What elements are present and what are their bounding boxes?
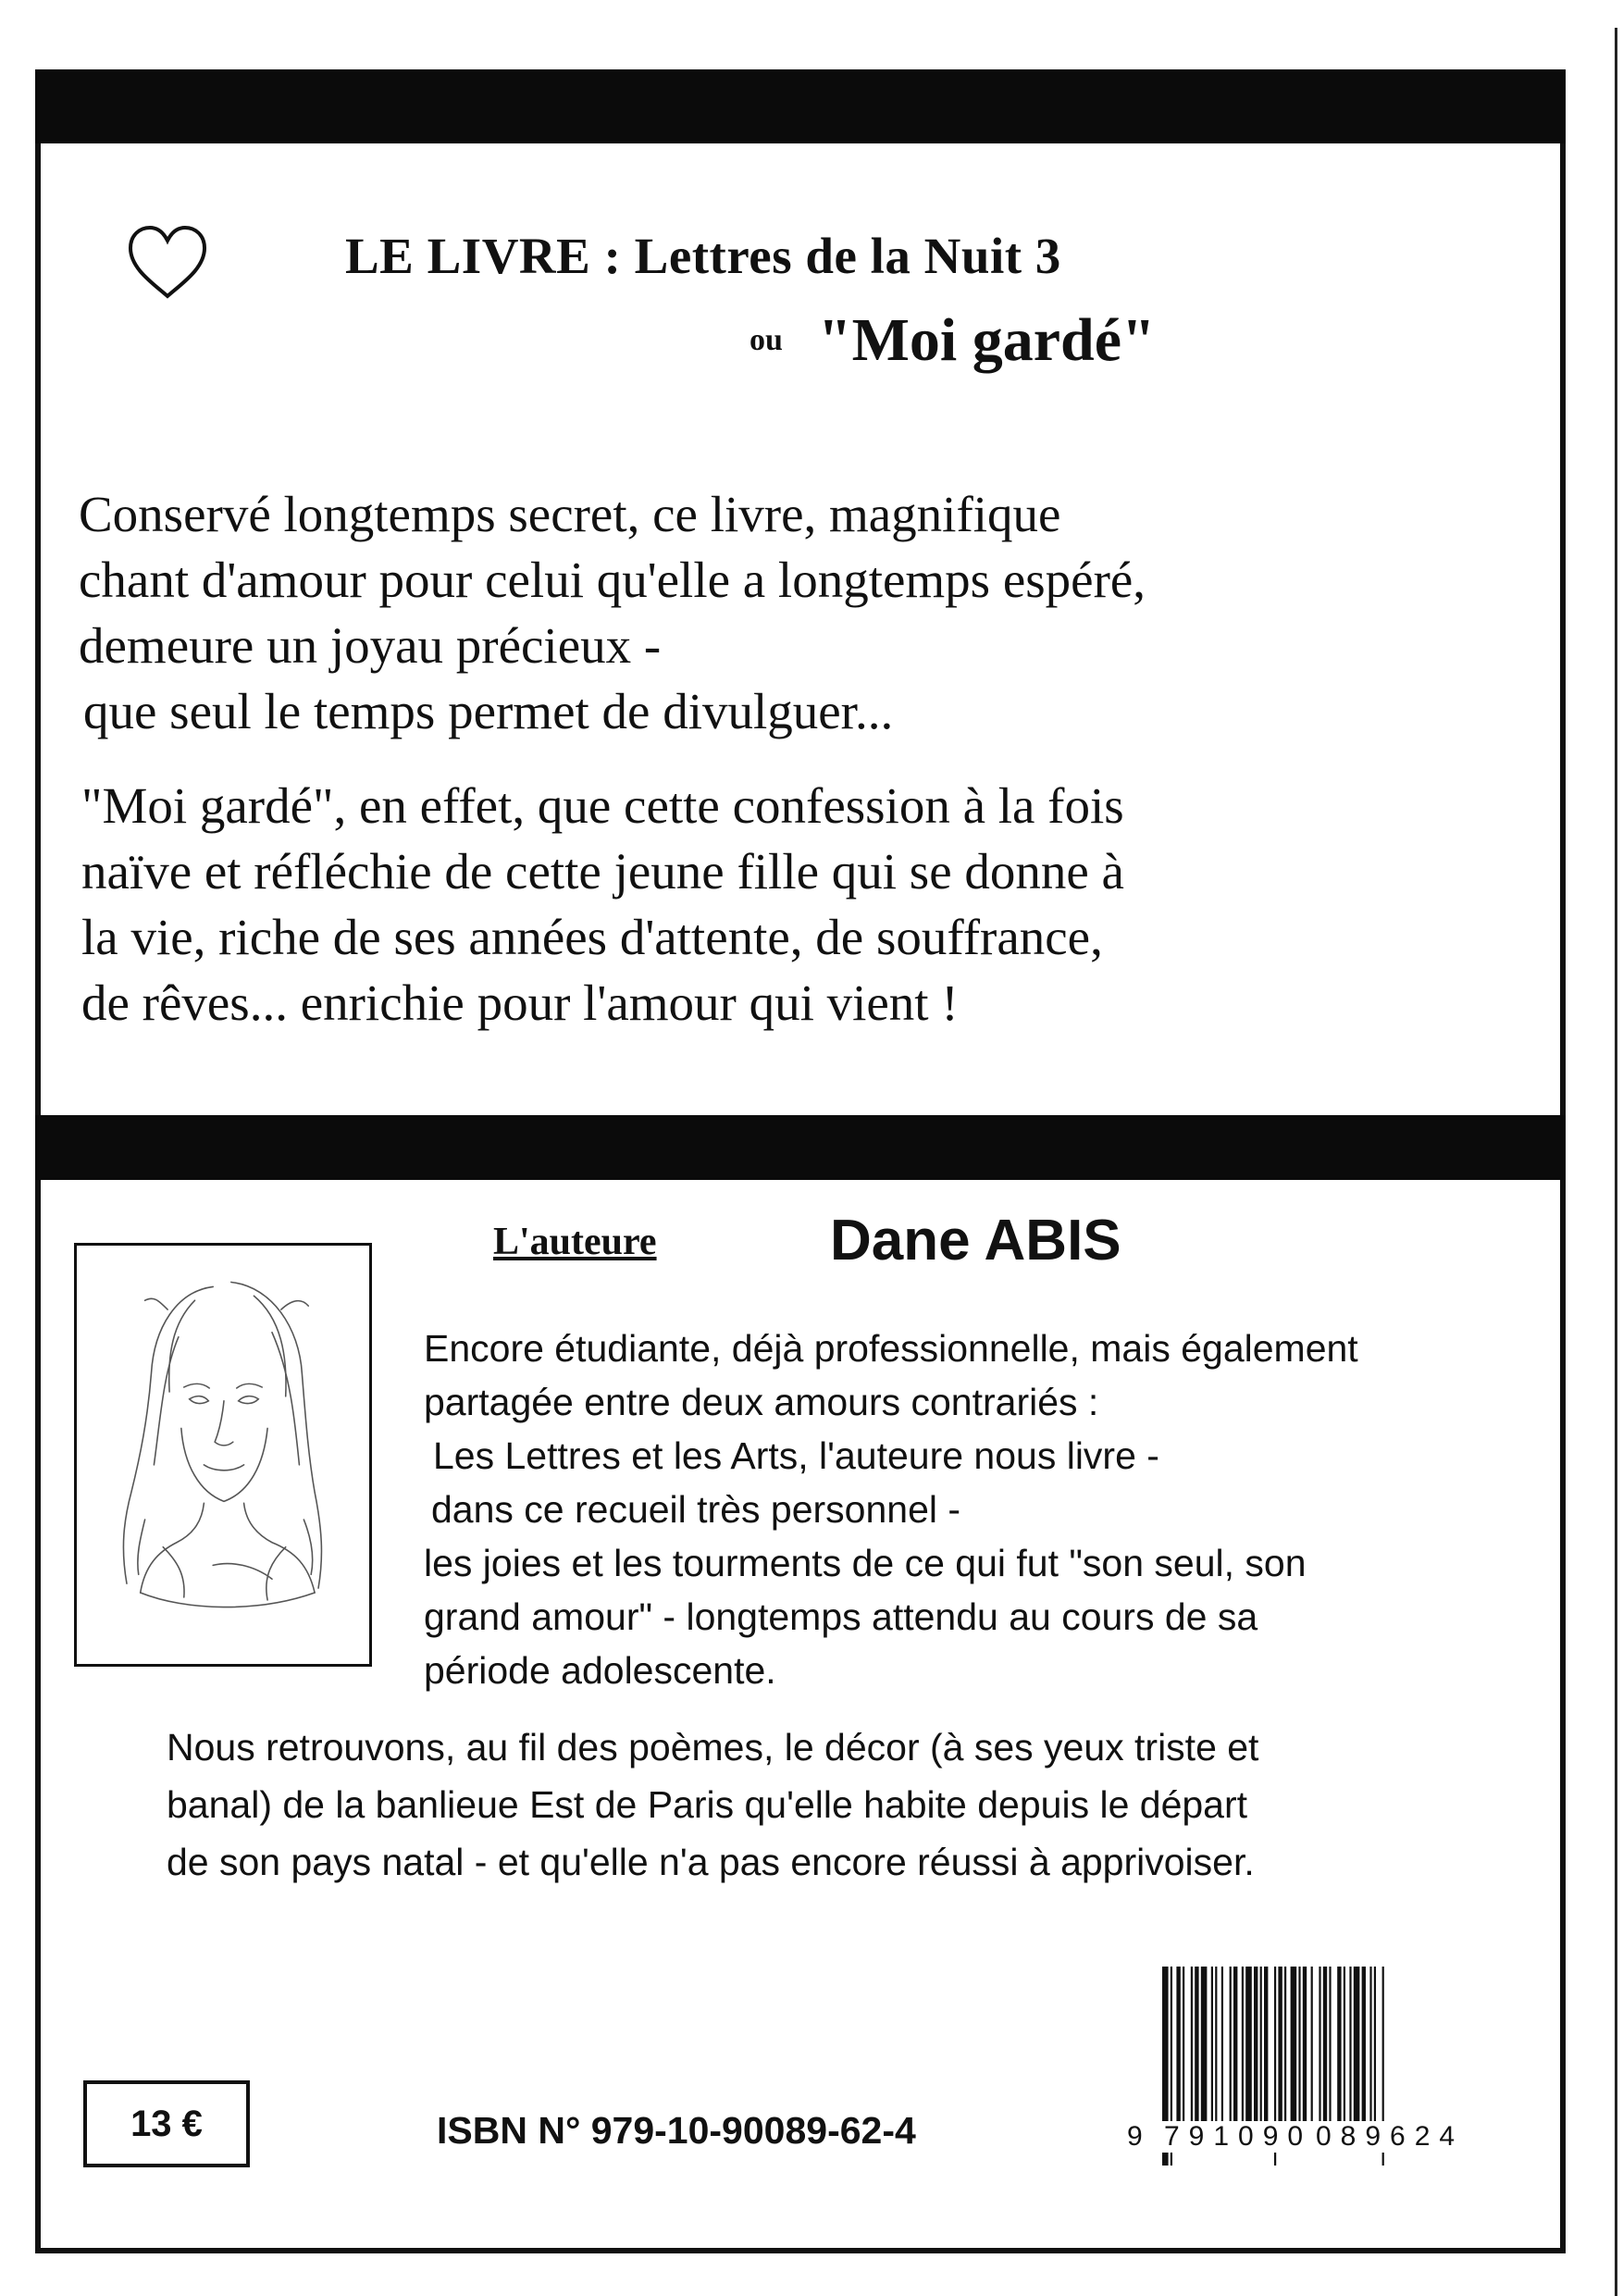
barcode-bar: [1278, 1967, 1282, 2124]
text-line: que seul le temps permet de divulguer...: [83, 683, 894, 739]
barcode-bar: [1221, 1967, 1223, 2124]
barcode-bar: [1230, 1967, 1232, 2124]
barcode-bar: [1374, 1967, 1376, 2124]
barcode-bar: [1245, 1967, 1252, 2124]
barcode-bar: [1303, 1967, 1307, 2124]
bio-line: période adolescente.: [424, 1649, 776, 1692]
text-line: chant d'amour pour celui qu'elle a longtemps espéré,: [79, 552, 1146, 608]
bio-line: Les Lettres et les Arts, l'auteure nous livre -: [433, 1434, 1159, 1477]
barcode-bar: [1242, 1967, 1244, 2124]
author-name: Dane ABIS: [830, 1209, 1121, 1272]
text-line: Conservé longtemps secret, ce livre, magnifique: [79, 486, 1061, 542]
heart-icon: [125, 222, 210, 302]
subtitle-text: "Moi gardé": [817, 306, 1156, 374]
barcode-bar: [1254, 1967, 1258, 2124]
description-paragraph-1: [79, 481, 1146, 744]
description-paragraph-2: [81, 773, 1124, 1036]
bio-line: grand amour" - longtemps attendu au cours de sa: [424, 1595, 1258, 1638]
barcode-bar: [1284, 1967, 1286, 2124]
closing-line: banal) de la banlieue Est de Paris qu'elle habite depuis le départ: [167, 1783, 1248, 1826]
author-portrait: [74, 1243, 372, 1667]
bio-line: partagée entre deux amours contrariés :: [424, 1381, 1099, 1423]
barcode-bar: [1233, 1967, 1237, 2124]
book-subtitle: [750, 305, 1156, 376]
barcode-bar: [1337, 1967, 1341, 2124]
book-title: LE LIVRE : Lettres de la Nuit 3: [345, 228, 1061, 284]
barcode-digits-middle: 791090: [1164, 2121, 1313, 2152]
author-label: L'auteure: [493, 1221, 657, 1263]
barcode-bar: [1191, 1967, 1193, 2124]
isbn-text: ISBN N° 979-10-90089-62-4: [437, 2109, 916, 2152]
bio-line: Encore étudiante, déjà professionnelle, mais également: [424, 1327, 1358, 1370]
price-text: 13 €: [130, 2103, 203, 2144]
barcode-bar: [1349, 1967, 1351, 2124]
price-box: [83, 2080, 250, 2167]
text-line: "Moi gardé", en effet, que cette confession à la fois: [81, 777, 1124, 834]
text-line: demeure un joyau précieux -: [79, 617, 662, 674]
barcode-bar: [1323, 1967, 1327, 2124]
barcode-bar: [1369, 1967, 1371, 2124]
text-line: naïve et réfléchie de cette jeune fille qui se donne à: [81, 843, 1124, 900]
barcode-bar: [1298, 1967, 1300, 2124]
barcode-bar: [1354, 1967, 1360, 2124]
top-black-band: [35, 69, 1566, 143]
barcode-bar: [1201, 1967, 1208, 2124]
barcode-bar: [1195, 1967, 1198, 2124]
closing-line: de son pays natal - et qu'elle n'a pas encore réussi à apprivoiser.: [167, 1841, 1255, 1883]
barcode-bar: [1211, 1967, 1213, 2124]
closing-paragraph: [167, 1719, 1258, 1891]
author-bio: [424, 1322, 1358, 1697]
barcode-digit-first: 9: [1127, 2121, 1152, 2152]
text-line: la vie, riche de ses années d'attente, de souffrance,: [81, 909, 1103, 965]
barcode-digits-last: 089624: [1316, 2121, 1465, 2152]
page-edge-line: [1615, 28, 1617, 2296]
text-line: de rêves... enrichie pour l'amour qui vient !: [81, 974, 959, 1031]
barcode-bar: [1344, 1967, 1345, 2124]
subtitle-prefix: ou: [750, 323, 783, 357]
closing-line: Nous retrouvons, au fil des poèmes, le décor (à ses yeux triste et: [167, 1726, 1259, 1769]
barcode-bar: [1176, 1967, 1180, 2124]
barcode-bar: [1311, 1967, 1313, 2124]
barcode-bar: [1260, 1967, 1262, 2124]
barcode-bar: [1362, 1967, 1366, 2124]
barcode-bar: [1264, 1967, 1268, 2124]
barcode-bar: [1183, 1967, 1184, 2124]
barcode-bar: [1291, 1967, 1297, 2124]
barcode-bar: [1319, 1967, 1320, 2124]
middle-black-band: [35, 1115, 1566, 1180]
bio-line: dans ce recueil très personnel -: [431, 1488, 961, 1531]
barcode-bar: [1215, 1967, 1217, 2124]
barcode-bar: [1329, 1967, 1331, 2124]
bio-line: les joies et les tourments de ce qui fut "son seul, son: [424, 1542, 1307, 1584]
